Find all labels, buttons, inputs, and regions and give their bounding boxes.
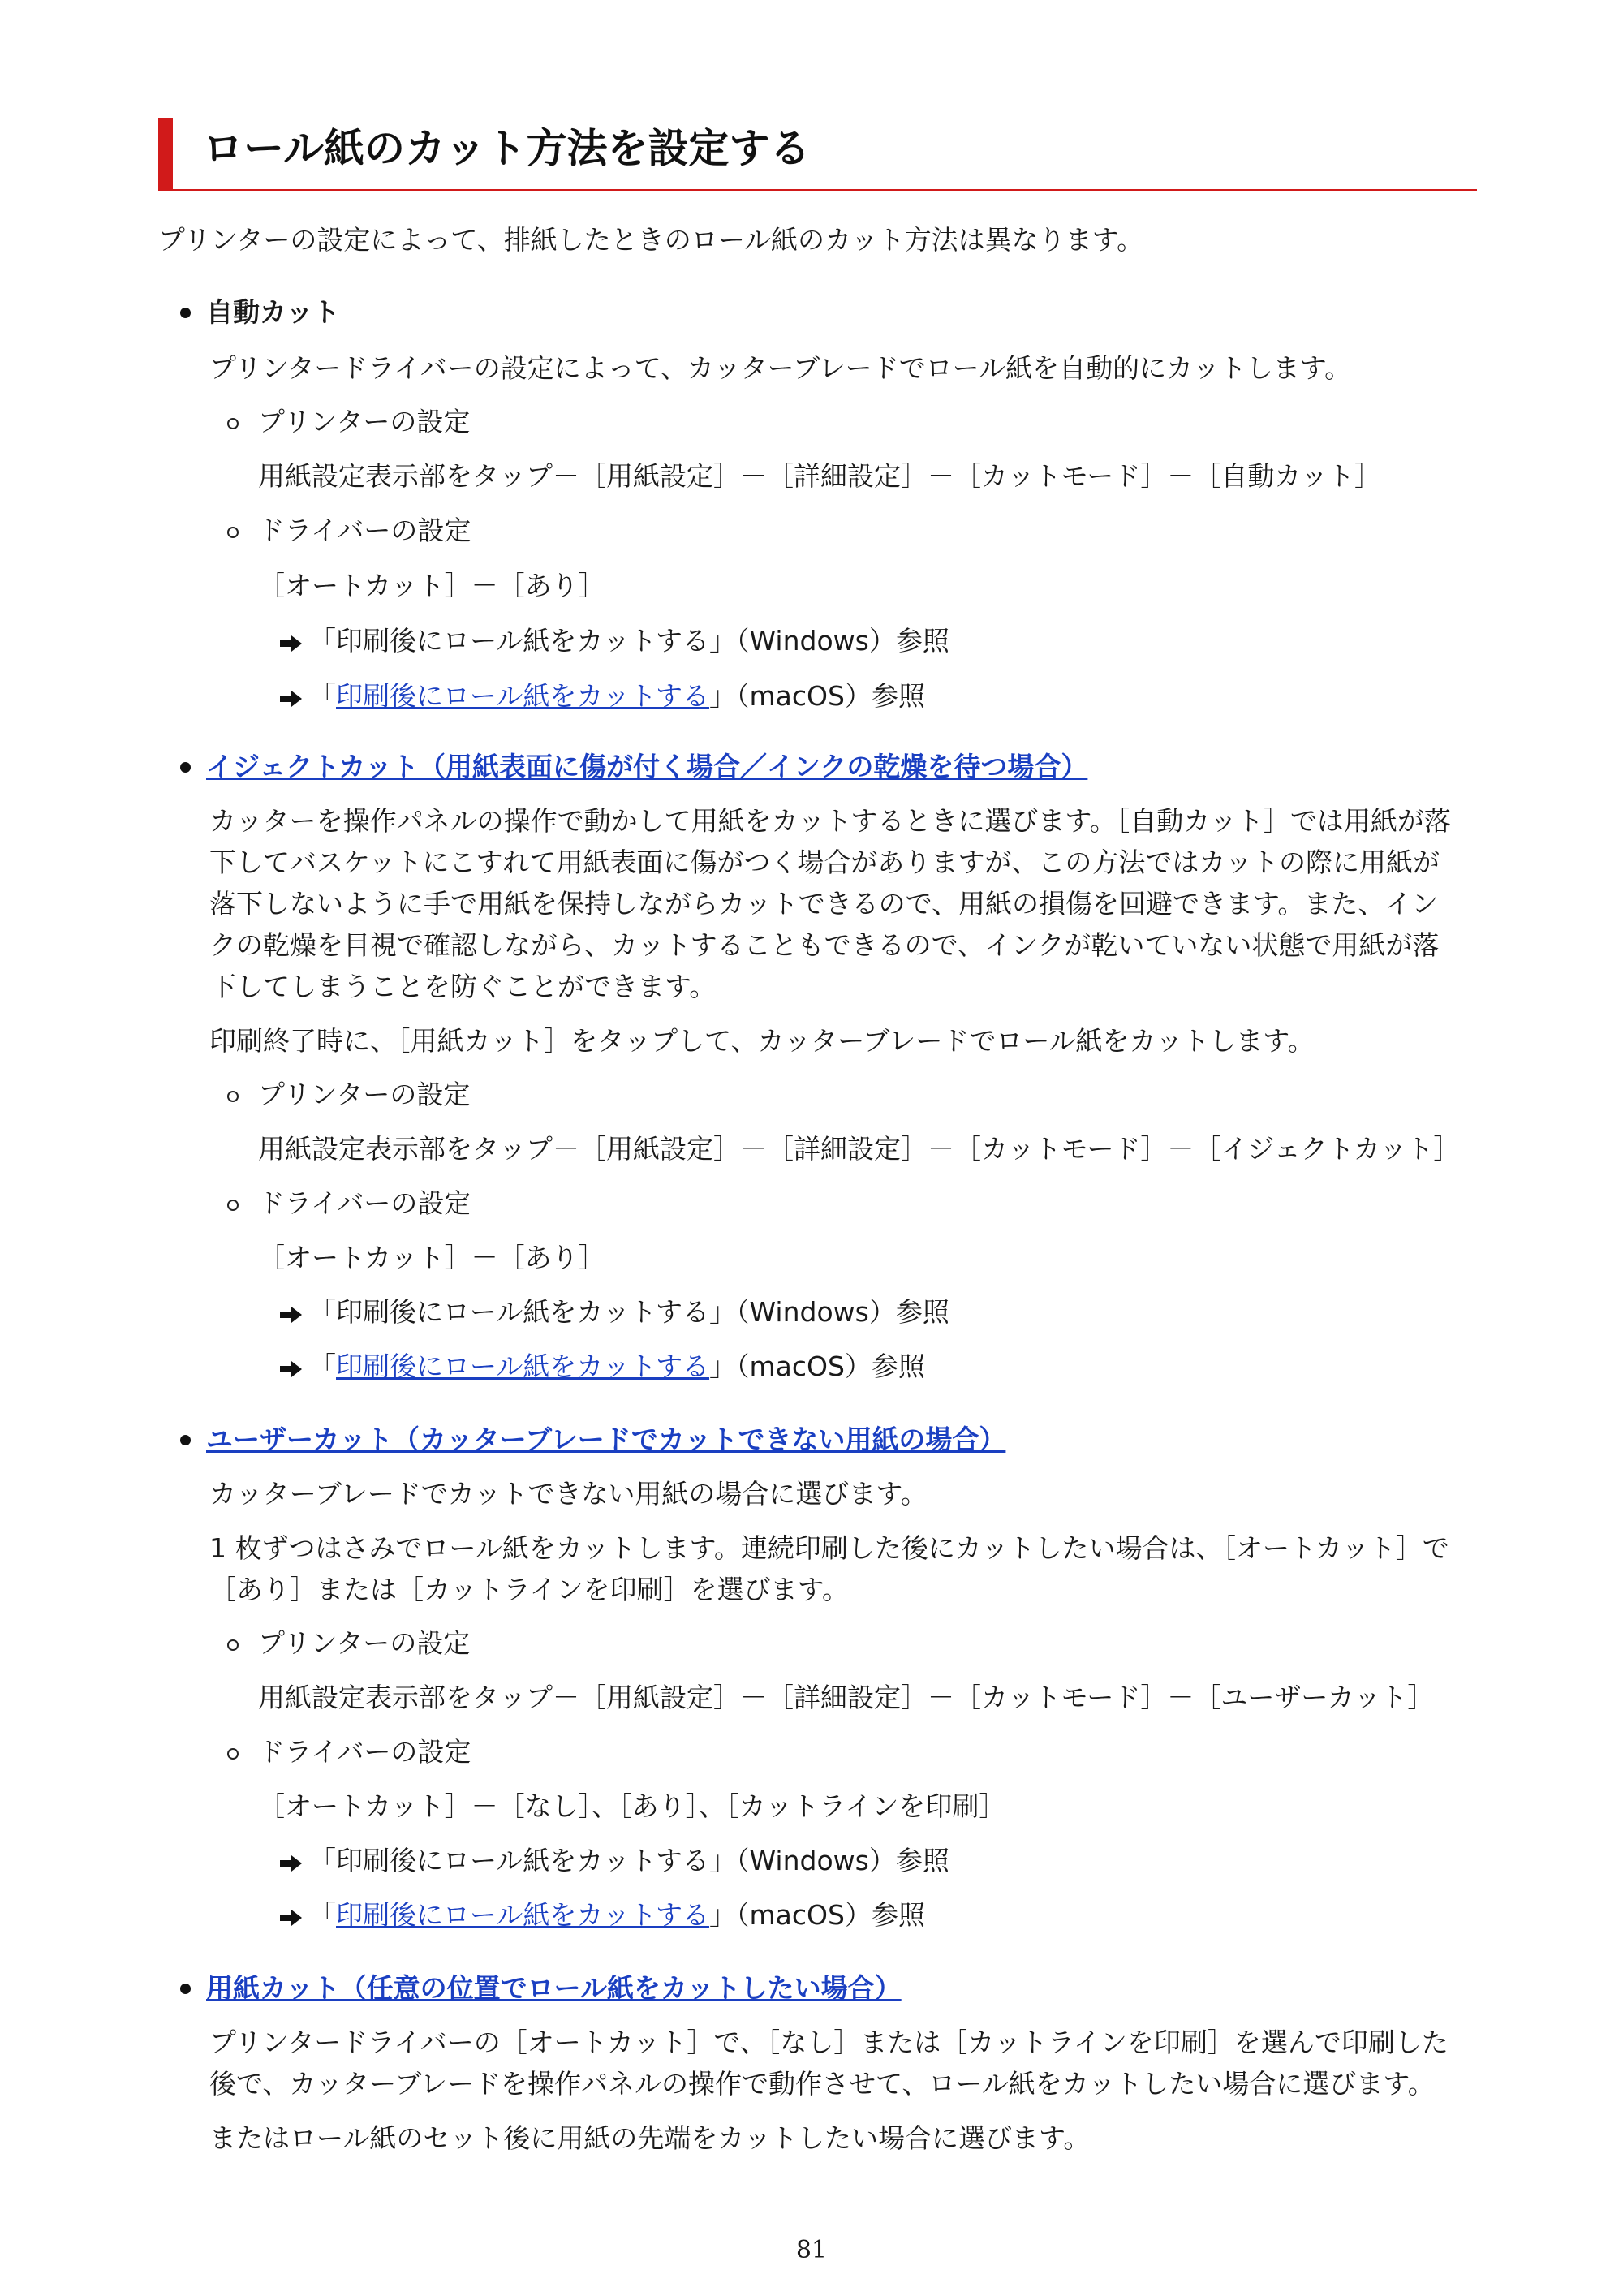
printer-setting-label: プリンターの設定 (258, 1079, 471, 1110)
driver-setting-label: ドライバーの設定 (258, 1736, 471, 1768)
section-heading-link[interactable]: 用紙カット（任意の位置でロール紙をカットしたい場合） (206, 1972, 902, 2004)
arrow-right-icon (280, 1360, 303, 1378)
paragraph: カッターブレードでカットできない用紙の場合に選びます。 (209, 1478, 928, 1510)
reference-text: 「印刷後にロール紙をカットする」（Windows）参照 (309, 625, 949, 657)
circle-bullet-icon (227, 1748, 239, 1760)
paragraph: プリンタードライバーの設定によって、カッターブレードでロール紙を自動的にカットします。 (209, 352, 1352, 384)
reference-suffix: 」（macOS）参照 (709, 1350, 925, 1382)
bullet-icon (180, 308, 191, 318)
page-title: ロール紙のカット方法を設定する (203, 125, 811, 172)
bracket-open: 「 (309, 680, 336, 712)
bullet-icon (180, 1435, 191, 1445)
reference-macos (280, 1895, 925, 1936)
reference-macos (280, 676, 925, 717)
paragraph: 印刷終了時に、［用紙カット］をタップして、カッターブレードでロール紙をカットします。 (209, 1025, 1315, 1057)
circle-bullet-icon (227, 1200, 239, 1211)
printer-setting-label: プリンターの設定 (258, 406, 471, 437)
paragraph-line: プリンタードライバーの［オートカット］で、［なし］または［カットラインを印刷］を選んで印刷した (209, 2027, 1449, 2058)
driver-setting-label: ドライバーの設定 (258, 1187, 471, 1219)
reference-windows (280, 621, 949, 661)
printer-setting-label: プリンターの設定 (258, 1627, 471, 1659)
paragraph-line: カッターを操作パネルの操作で動かして用紙をカットするときに選びます。［自動カット］では用紙が落 (209, 805, 1451, 837)
reference-windows (280, 1292, 949, 1333)
driver-setting-label: ドライバーの設定 (258, 515, 471, 546)
page-title-block (158, 118, 1477, 191)
page-number: 81 (795, 2236, 828, 2264)
reference-text: 「印刷後にロール紙をカットする」（Windows）参照 (309, 1296, 949, 1328)
arrow-right-icon (280, 690, 303, 708)
driver-setting-path: ［オートカット］－［あり］ (258, 1242, 605, 1273)
bracket-open: 「 (309, 1899, 336, 1931)
printer-setting-path: 用紙設定表示部をタップ－［用紙設定］－［詳細設定］－［カットモード］－［イジェクトカット］ (258, 1133, 1461, 1165)
reference-windows (280, 1841, 949, 1881)
arrow-right-icon (280, 1306, 303, 1324)
driver-setting-path: ［オートカット］－［あり］ (258, 570, 605, 601)
paragraph: またはロール紙のセット後に用紙の先端をカットしたい場合に選びます。 (209, 2122, 1091, 2154)
bracket-open: 「 (309, 1350, 336, 1382)
bullet-icon (180, 762, 191, 773)
circle-bullet-icon (227, 418, 239, 429)
section-heading-link[interactable]: イジェクトカット（用紙表面に傷が付く場合／インクの乾燥を待つ場合） (206, 751, 1088, 782)
circle-bullet-icon (227, 527, 239, 538)
circle-bullet-icon (227, 1091, 239, 1102)
arrow-right-icon (280, 635, 303, 653)
arrow-right-icon (280, 1909, 303, 1927)
reference-link-macos[interactable]: 印刷後にロール紙をカットする (336, 1899, 710, 1931)
section-auto-cut (180, 292, 1479, 333)
reference-text: 「印刷後にロール紙をカットする」（Windows）参照 (309, 1845, 949, 1876)
section-paper-cut (180, 1968, 1479, 2009)
paragraph-line: 下してバスケットにこすれて用紙表面に傷がつく場合がありますが、この方法ではカットの際に用紙が (209, 846, 1440, 878)
paragraph-line: 下してしまうことを防ぐことができます。 (209, 971, 717, 1002)
driver-setting-path: ［オートカット］－［なし］、［あり］、［カットラインを印刷］ (258, 1790, 1006, 1822)
reference-suffix: 」（macOS）参照 (709, 1899, 925, 1931)
circle-bullet-icon (227, 1639, 239, 1651)
arrow-right-icon (280, 1854, 303, 1872)
printer-setting-path: 用紙設定表示部をタップ－［用紙設定］－［詳細設定］－［カットモード］－［自動カット］ (258, 460, 1382, 492)
bullet-icon (180, 1984, 191, 1994)
intro-text: プリンターの設定によって、排紙したときのロール紙のカット方法は異なります。 (158, 224, 1144, 256)
section-heading-link[interactable]: ユーザーカット（カッターブレードでカットできない用紙の場合） (206, 1424, 1006, 1455)
paragraph-line: 落下しないように手で用紙を保持しながらカットできるので、用紙の損傷を回避できます。また、イン (209, 888, 1439, 920)
reference-suffix: 」（macOS）参照 (709, 680, 925, 712)
paragraph-line: クの乾燥を目視で確認しながら、カットすることもできるので、インクが乾いていない状態で用紙が落 (209, 929, 1440, 961)
section-heading: 自動カット (206, 296, 340, 328)
reference-link-macos[interactable]: 印刷後にロール紙をカットする (336, 680, 710, 712)
reference-macos (280, 1346, 925, 1387)
section-eject-cut (180, 747, 1479, 787)
reference-link-macos[interactable]: 印刷後にロール紙をカットする (336, 1350, 710, 1382)
paragraph-line: 後で、カッターブレードを操作パネルの操作で動作させて、ロール紙をカットしたい場合に選びます。 (209, 2068, 1435, 2100)
printer-setting-path: 用紙設定表示部をタップ－［用紙設定］－［詳細設定］－［カットモード］－［ユーザーカット］ (258, 1682, 1435, 1713)
title-accent-bar (158, 118, 173, 189)
section-user-cut (180, 1419, 1479, 1460)
paragraph-line: 1 枚ずつはさみでロール紙をカットします。連続印刷した後にカットしたい場合は、［オートカット］で (209, 1532, 1449, 1564)
paragraph-line: ［あり］または［カットラインを印刷］を選びます。 (209, 1574, 850, 1605)
